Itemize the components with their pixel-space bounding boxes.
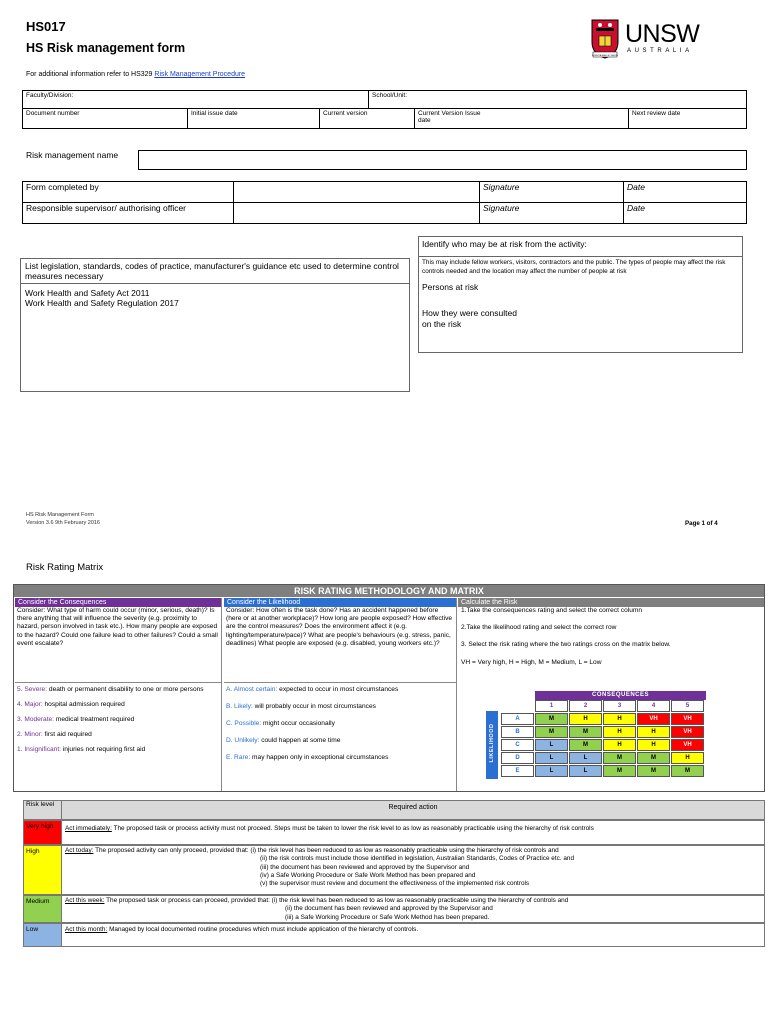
grid-title: CONSEQUENCES [535, 691, 706, 700]
next-review-cell[interactable] [628, 108, 747, 129]
level-medium: Medium [24, 896, 62, 922]
risk-grid-cell: H [603, 713, 636, 725]
initial-issue-cell[interactable] [187, 108, 320, 129]
footer-page-number: Page 1 of 4 [685, 520, 718, 527]
footer-version: Version 3.6 9th February 2016 [26, 520, 100, 526]
logo-subtext: AUSTRALIA [627, 48, 693, 54]
doc-number-label: Document number [26, 110, 80, 117]
legislation-line-1: Work Health and Safety Act 2011 [25, 288, 150, 299]
grid-column-header: 5 [671, 700, 704, 712]
likelihood-item: D. Unlikely: could happen at some time [226, 736, 341, 744]
likelihood-axis-text: LIKELIHOOD [489, 723, 495, 763]
faculty-label: Faculty/Division: [26, 92, 74, 99]
likelihood-header: Consider the Likelihood [224, 598, 456, 607]
calc-legend: VH = Very high, H = High, M = Medium, L = Low [461, 658, 602, 666]
action-row-medium [23, 895, 765, 923]
current-version-date-label: Current Version Issue date [418, 110, 481, 125]
likelihood-item: E. Rare: may happen only in exceptional circumstances [226, 753, 389, 761]
faculty-cell[interactable] [22, 90, 369, 109]
logo-text: UNSW [625, 20, 700, 48]
supervisor-label: Responsible supervisor/ authorising officer [22, 202, 234, 224]
likelihood-guidance: Consider: How often is the task done? Has an accident happened before (here or at another workplace)? How long are people exposed? How effective are the control measures? Does the environment affect it (e.g. lighting/temperature/pace)? What are people's behaviours (e.g. stress, panic, deadlines) What people are exposed (e.g. disabled, young workers etc.)? [226, 607, 453, 647]
grid-column-header: 4 [637, 700, 670, 712]
risk-grid-cell: VH [671, 726, 704, 738]
likelihood-item: C. Possible: might occur occasionally [226, 719, 335, 727]
grid-column-header: 2 [569, 700, 602, 712]
grid-column-header: 1 [535, 700, 568, 712]
level-very-high: Very high [24, 821, 62, 844]
risk-grid-cell: VH [671, 713, 704, 725]
calc-step-3: 3. Select the risk rating where the two ratings cross on the matrix below. [461, 641, 671, 649]
matrix-banner: RISK RATING METHODOLOGY AND MATRIX [14, 585, 764, 597]
likelihood-item: B. Likely: will probably occur in most circumstances [226, 702, 376, 710]
risk-grid-cell: H [603, 726, 636, 738]
risk-grid-cell: H [603, 739, 636, 751]
risk-matrix-panel [13, 584, 765, 792]
reference-prefix: For additional information refer to HS329 [26, 71, 153, 78]
risk-grid-cell: M [603, 765, 636, 777]
legislation-box[interactable] [20, 258, 410, 392]
grid-row-header: C [501, 739, 534, 751]
school-label: School/Unit: [372, 92, 408, 99]
level-high: High [24, 846, 62, 894]
likelihood-item: A. Almost certain: expected to occur in most circumstances [226, 686, 399, 693]
legislation-line-2: Work Health and Safety Regulation 2017 [25, 298, 179, 309]
action-low: Act this month: Managed by local documented routine procedures which must include application of the hierarchy of controls. [65, 926, 419, 933]
risk-grid-cell: L [569, 752, 602, 764]
consequences-guidance: Consider: What type of harm could occur (minor, serious, death)? Is there anything that will influence the severity (e.g. proximity to hazard, person involved in task etc.). How many people are exposed to the hazard? Could one failure lead to other failures? Could a small event escalate? [17, 607, 218, 647]
risk-grid-cell: H [637, 739, 670, 751]
footer-doc-name: HS Risk Management Form [26, 512, 94, 518]
action-row-high [23, 845, 765, 895]
risk-grid-cell: M [569, 739, 602, 751]
consequence-item: 3. Moderate: medical treatment required [17, 715, 135, 723]
action-row-very-high [23, 820, 765, 845]
completed-date-field[interactable]: Date [623, 181, 747, 203]
action-row-low [23, 923, 765, 947]
supervisor-signature-field[interactable]: Signature [479, 202, 624, 224]
consequence-item: 2. Minor: first aid required [17, 730, 92, 738]
at-risk-note: This may include fellow workers, visitors, contractors and the public. The types of people may affect the risk controls needed and the location may affect the number of people at risk [422, 259, 726, 275]
consequences-column [15, 598, 222, 791]
risk-grid-cell: M [535, 726, 568, 738]
doc-number-cell[interactable] [22, 108, 188, 129]
risk-grid-cell: VH [671, 739, 704, 751]
supervisor-input[interactable] [233, 202, 480, 224]
likelihood-list [224, 682, 456, 762]
risk-grid-cell: H [637, 726, 670, 738]
school-cell[interactable] [368, 90, 747, 109]
grid-row-header: E [501, 765, 534, 777]
current-version-label: Current version [323, 110, 368, 117]
likelihood-column [224, 598, 457, 791]
at-risk-heading: Identify who may be at risk from the activity: [419, 237, 742, 257]
initial-issue-label: Initial issue date [191, 110, 238, 117]
reference-line [26, 71, 245, 78]
risk-grid-cell: H [671, 752, 704, 764]
consequences-header: Consider the Consequences [15, 598, 221, 607]
unsw-crest-icon [590, 18, 620, 60]
consulted-label: How they were consulted on the risk [422, 308, 517, 330]
calculate-header: Calculate the Risk [458, 598, 764, 607]
risk-grid-cell: M [603, 752, 636, 764]
persons-at-risk-label: Persons at risk [422, 282, 479, 293]
form-code: HS017 [26, 19, 66, 34]
risk-grid-cell: VH [637, 713, 670, 725]
grid-row-header: B [501, 726, 534, 738]
risk-grid-cell: L [569, 765, 602, 777]
risk-grid-cell: H [569, 713, 602, 725]
consequence-item: 5. Severe: death or permanent disability to one or more persons [17, 686, 204, 693]
action-high: Act today: The proposed activity can only proceed, provided that: (i) the risk level has been reduced to as low as reasonably practicable using the hierarchy of risk controls and (ii) the risk controls must include those identified in legislation, Australian Standards, Codes of Practice etc. and (iii) the document has been reviewed and approved by the Supervisor and (iv) a Safe Working Procedure or Safe Work Method has been prepared and (v) the supervisor must review and document the effectiveness of the implemented risk controls [65, 847, 575, 888]
at-risk-box[interactable] [418, 236, 743, 353]
action-very-high: Act immediately: The proposed task or process activity must not proceed. Steps must be taken to lower the risk level to as low as reasonably practicable using the hierarchy of risk controls [65, 825, 594, 832]
risk-grid-cell: L [535, 752, 568, 764]
consequences-list [15, 682, 221, 754]
calc-step-2: 2.Take the likelihood rating and select the correct row [461, 624, 617, 632]
unsw-logo [590, 18, 710, 62]
risk-name-input[interactable] [138, 150, 747, 170]
matrix-section-title: Risk Rating Matrix [26, 562, 104, 573]
risk-name-label: Risk management name [26, 150, 119, 160]
action-medium: Act this week: The proposed task or process can proceed, provided that: (i) the risk level has been reduced to as low as reasonably practicable using the hierarchy of controls and (ii) the document has been reviewed and approved by the Supervisor and (iii) a Safe Working Procedure or Safe Work Method has been prepared. [65, 897, 569, 921]
current-version-cell[interactable] [319, 108, 415, 129]
risk-level-header: Risk level [24, 801, 62, 819]
risk-grid-cell: M [671, 765, 704, 777]
risk-grid-cell: L [535, 765, 568, 777]
supervisor-date-field[interactable]: Date [623, 202, 747, 224]
completed-signature-field[interactable]: Signature [479, 181, 624, 203]
form-completed-by-label: Form completed by [22, 181, 234, 203]
required-action-header: Required action [388, 804, 438, 811]
calc-step-1: 1.Take the consequences rating and select the correct column [461, 607, 643, 614]
level-low: Low [24, 924, 62, 946]
grid-row-header: D [501, 752, 534, 764]
action-header-row [23, 800, 765, 820]
page-title: HS Risk management form [26, 41, 186, 55]
consequence-item: 4. Major: hospital admission required [17, 700, 125, 708]
calculate-column [458, 598, 764, 791]
risk-grid-cell: M [569, 726, 602, 738]
risk-grid-cell: M [637, 765, 670, 777]
risk-grid-cell: L [535, 739, 568, 751]
legislation-heading: List legislation, standards, codes of practice, manufacturer's guidance etc used to determine control measures necessary [21, 259, 409, 284]
risk-grid [460, 691, 706, 779]
form-completed-by-input[interactable] [233, 181, 480, 203]
consequence-item: 1. Insignificant: injuries not requiring first aid [17, 745, 146, 753]
current-version-date-cell[interactable] [414, 108, 629, 129]
next-review-label: Next review date [632, 110, 681, 117]
risk-grid-cell: M [535, 713, 568, 725]
grid-row-header: A [501, 713, 534, 725]
crest-motto: SCIENTIA MANU ET MENTE [591, 55, 619, 57]
risk-management-procedure-link[interactable]: Risk Management Procedure [154, 71, 246, 78]
grid-column-header: 3 [603, 700, 636, 712]
risk-grid-cell: M [637, 752, 670, 764]
